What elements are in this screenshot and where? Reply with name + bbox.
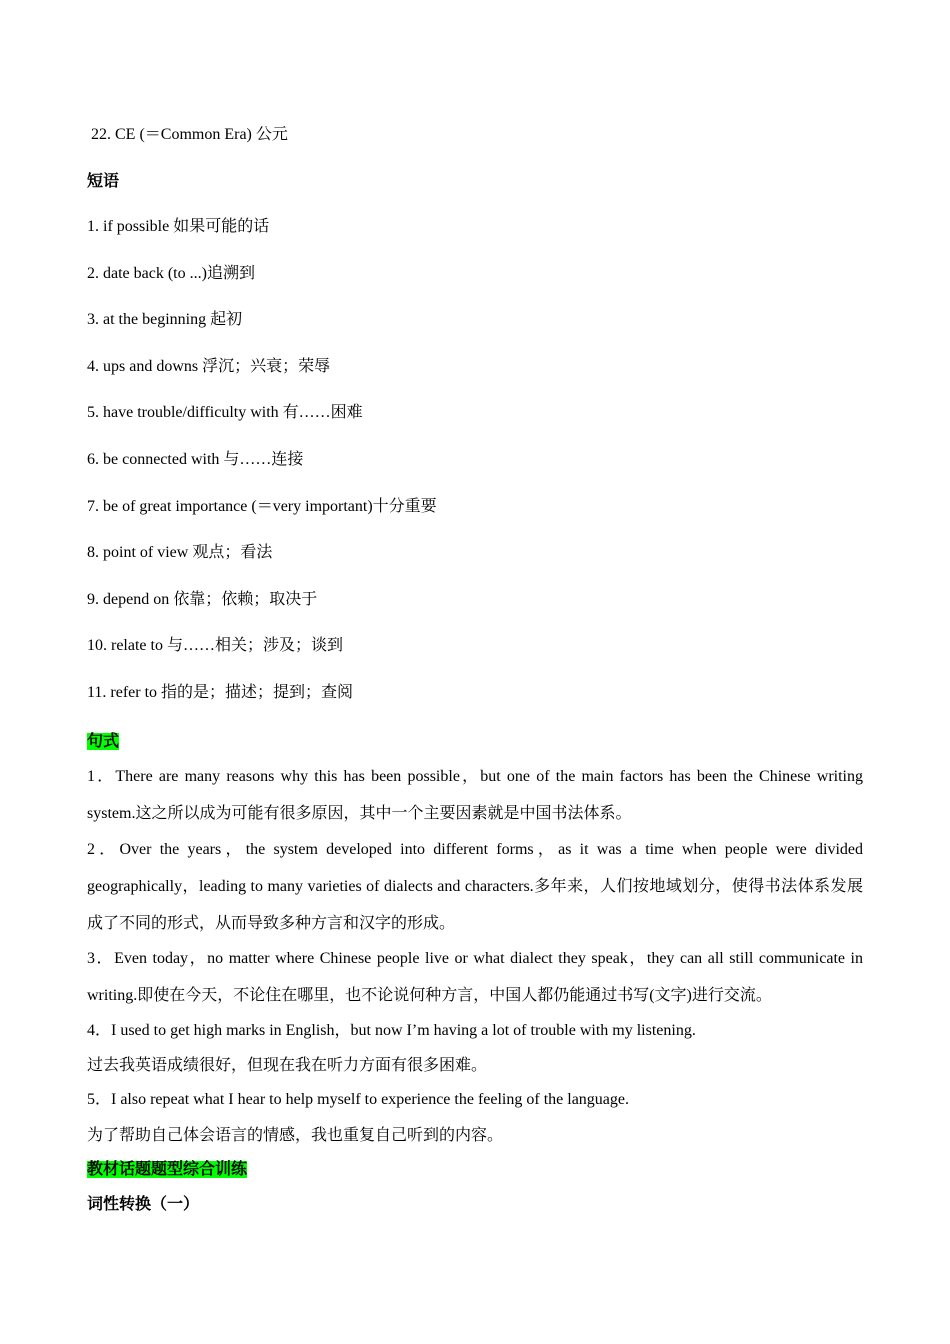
sentences-heading-text: 句式 — [87, 733, 120, 750]
phrase-item: 8. point of view 观点；看法 — [87, 544, 273, 561]
phrase-item: 10. relate to 与……相关；涉及；谈到 — [87, 637, 343, 654]
phrases-heading: 短语 — [87, 173, 120, 190]
sentence-item-2: 2．Over the years，the system developed into different forms，as it was a time when people were divided geographically，leading to many varieties of dialects and characters.多年来，人们按地域划分，使得书法体系发展成了不同的形式，从而导致多种方言和汉字的形成。 — [87, 841, 863, 932]
phrase-item: 5. have trouble/difficulty with 有……困难 — [87, 404, 363, 421]
sentence-item-4-zh: 过去我英语成绩很好，但现在我在听力方面有很多困难。 — [87, 1057, 488, 1074]
sentence-item-4-en: 4．I used to get high marks in English，but now I’m having a lot of trouble with my listening. — [87, 1022, 696, 1039]
vocab-item-22: 22. CE (＝Common Era) 公元 — [91, 126, 288, 143]
training-heading-text: 教材话题题型综合训练 — [87, 1161, 248, 1178]
sentences-heading — [87, 732, 119, 752]
phrase-item: 1. if possible 如果可能的话 — [87, 218, 270, 235]
phrase-item: 9. depend on 依靠；依赖；取决于 — [87, 591, 318, 608]
training-heading — [87, 1160, 247, 1180]
phrase-item: 4. ups and downs 浮沉；兴衰；荣辱 — [87, 358, 331, 375]
phrase-item: 2. date back (to ...)追溯到 — [87, 265, 255, 282]
sentence-item-3: 3．Even today，no matter where Chinese people live or what dialect they speak，they can all still communicate in writing.即使在今天，不论住在哪里，也不论说何种方言，中国人都仍能通过书写(文字)进行交流。 — [87, 950, 863, 1004]
sentence-item-5-en: 5．I also repeat what I hear to help myself to experience the feeling of the language. — [87, 1091, 629, 1108]
training-subheading: 词性转换（一） — [87, 1196, 200, 1213]
phrase-item: 11. refer to 指的是；描述；提到；查阅 — [87, 684, 354, 701]
sentence-item-5-zh: 为了帮助自己体会语言的情感，我也重复自己听到的内容。 — [87, 1127, 504, 1144]
sentence-item-1: 1．There are many reasons why this has been possible，but one of the main factors has been the Chinese writing system.这之所以成为可能有很多原因，其中一个主要因素就是中国书法体系。 — [87, 768, 863, 822]
phrase-item: 6. be connected with 与……连接 — [87, 451, 304, 468]
phrase-item: 3. at the beginning 起初 — [87, 311, 243, 328]
phrase-item: 7. be of great importance (＝very important)十分重要 — [87, 498, 437, 515]
